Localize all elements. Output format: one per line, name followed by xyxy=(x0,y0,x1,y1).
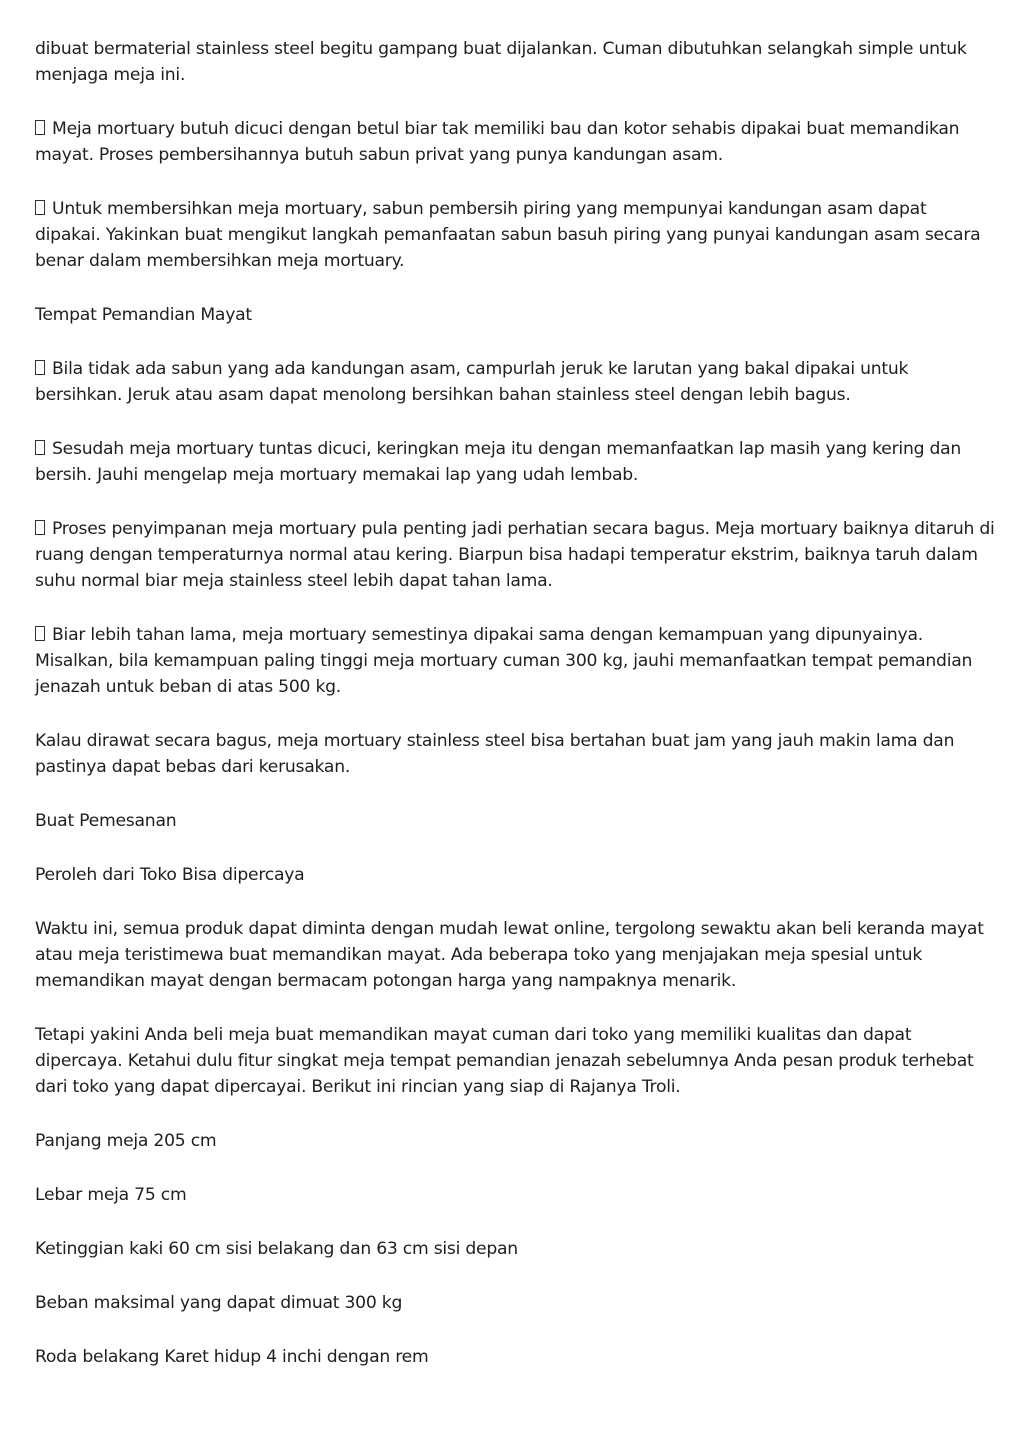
paragraph-intro xyxy=(35,36,995,88)
section-heading xyxy=(35,302,995,328)
paragraph-text: Tempat Pemandian Mayat xyxy=(35,305,252,325)
paragraph-text: Waktu ini, semua produk dapat diminta dengan mudah lewat online, tergolong sewaktu akan beli keranda mayat atau meja teristimewa buat memandikan mayat. Ada beberapa toko yang menjajakan meja spesial untuk memandikan mayat dengan bermacam potongan harga yang nampaknya menarik. xyxy=(35,919,984,991)
missing-glyph-bullet-icon xyxy=(35,120,45,135)
section-heading xyxy=(35,808,995,834)
paragraph-text: Biar lebih tahan lama, meja mortuary semestinya dipakai sama dengan kemampuan yang dipunyainya. Misalkan, bila kemampuan paling tinggi meja mortuary cuman 300 kg, jauhi memanfaatkan tempat pemandian jenazah untuk beban di atas 500 kg. xyxy=(35,625,973,697)
paragraph-text: Roda belakang Karet hidup 4 inchi dengan rem xyxy=(35,1347,429,1367)
missing-glyph-bullet-icon xyxy=(35,200,45,215)
paragraph xyxy=(35,728,995,780)
missing-glyph-bullet-icon xyxy=(35,440,45,455)
spec-line xyxy=(35,1344,995,1370)
paragraph-text: Ketinggian kaki 60 cm sisi belakang dan 63 cm sisi depan xyxy=(35,1239,518,1259)
bullet-paragraph xyxy=(35,356,995,408)
section-heading xyxy=(35,862,995,888)
bullet-paragraph xyxy=(35,196,995,274)
bullet-paragraph xyxy=(35,436,995,488)
paragraph-text: Proses penyimpanan meja mortuary pula penting jadi perhatian secara bagus. Meja mortuary baiknya ditaruh di ruang dengan temperaturnya normal atau kering. Biarpun bisa hadapi temperatur ekstrim, baiknya taruh dalam suhu normal biar meja stainless steel lebih dapat tahan lama. xyxy=(35,519,995,591)
bullet-paragraph xyxy=(35,516,995,594)
missing-glyph-bullet-icon xyxy=(35,520,45,535)
paragraph-text: Sesudah meja mortuary tuntas dicuci, keringkan meja itu dengan memanfaatkan lap masih yang kering dan bersih. Jauhi mengelap meja mortuary memakai lap yang udah lembab. xyxy=(35,439,962,485)
paragraph-text: Lebar meja 75 cm xyxy=(35,1185,187,1205)
paragraph-text: Buat Pemesanan xyxy=(35,811,177,831)
bullet-paragraph xyxy=(35,622,995,700)
paragraph-text: Bila tidak ada sabun yang ada kandungan asam, campurlah jeruk ke larutan yang bakal dipakai untuk bersihkan. Jeruk atau asam dapat menolong bersihkan bahan stainless steel dengan lebih bagus. xyxy=(35,359,909,405)
paragraph xyxy=(35,916,995,994)
paragraph-text: Beban maksimal yang dapat dimuat 300 kg xyxy=(35,1293,403,1313)
spec-line xyxy=(35,1128,995,1154)
spec-line xyxy=(35,1290,995,1316)
paragraph-text: Tetapi yakini Anda beli meja buat memandikan mayat cuman dari toko yang memiliki kualitas dan dapat dipercaya. Ketahui dulu fitur singkat meja tempat pemandian jenazah sebelumnya Anda pesan produk terhebat dari toko yang dapat dipercayai. Berikut ini rincian yang siap di Rajanya Troli. xyxy=(35,1025,974,1097)
paragraph-text: dibuat bermaterial stainless steel begitu gampang buat dijalankan. Cuman dibutuhkan selangkah simple untuk menjaga meja ini. xyxy=(35,39,967,85)
paragraph-text: Kalau dirawat secara bagus, meja mortuary stainless steel bisa bertahan buat jam yang jauh makin lama dan pastinya dapat bebas dari kerusakan. xyxy=(35,731,955,777)
bullet-paragraph xyxy=(35,116,995,168)
spec-line xyxy=(35,1182,995,1208)
spec-line xyxy=(35,1236,995,1262)
paragraph-text: Untuk membersihkan meja mortuary, sabun pembersih piring yang mempunyai kandungan asam dapat dipakai. Yakinkan buat mengikut langkah pemanfaatan sabun basuh piring yang punyai kandungan asam secara benar dalam membersihkan meja mortuary. xyxy=(35,199,981,271)
paragraph-text: Meja mortuary butuh dicuci dengan betul biar tak memiliki bau dan kotor sehabis dipakai buat memandikan mayat. Proses pembersihannya butuh sabun privat yang punya kandungan asam. xyxy=(35,119,960,165)
document-body xyxy=(35,36,995,1398)
paragraph-text: Panjang meja 205 cm xyxy=(35,1131,217,1151)
missing-glyph-bullet-icon xyxy=(35,626,45,641)
paragraph xyxy=(35,1022,995,1100)
paragraph-text: Peroleh dari Toko Bisa dipercaya xyxy=(35,865,305,885)
missing-glyph-bullet-icon xyxy=(35,360,45,375)
